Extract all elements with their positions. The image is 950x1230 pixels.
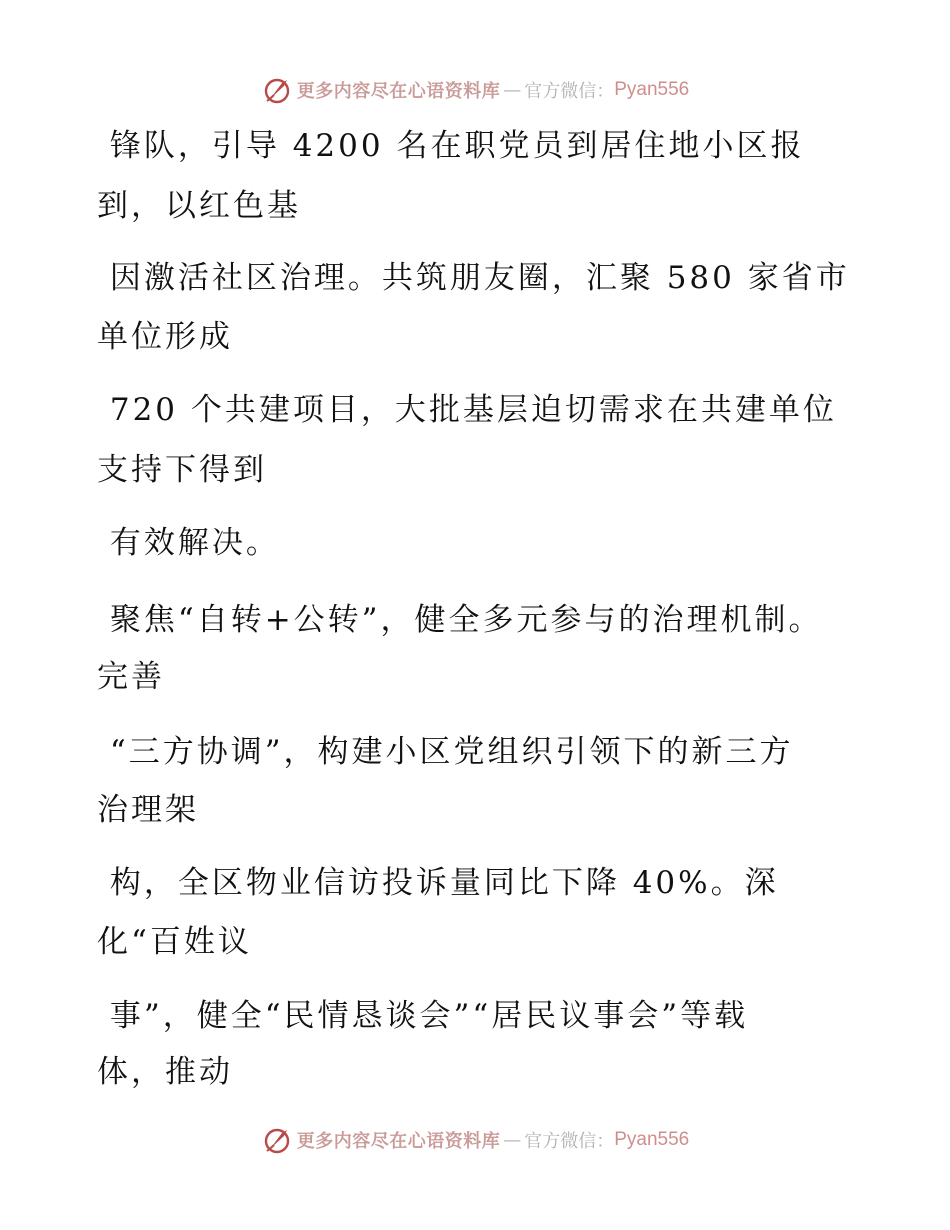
body-line: 因激活社区治理。共筑朋友圈，汇聚 580 家省市 bbox=[97, 260, 850, 296]
body-line: 聚焦“自转+公转”，健全多元参与的治理机制。 bbox=[97, 602, 823, 638]
body-line: 事”，健全“民情恳谈会”“居民议事会”等载 bbox=[97, 998, 749, 1034]
watermark-wechat-id: Pyan556 bbox=[614, 79, 690, 100]
watermark-separator: — bbox=[503, 1129, 522, 1151]
watermark-site-text: 更多内容尽在心语资料库 bbox=[296, 1131, 501, 1152]
watermark-wechat-label: 官方微信： bbox=[524, 1131, 615, 1152]
quill-logo-icon bbox=[261, 1124, 293, 1156]
body-line: 治理架 bbox=[97, 792, 199, 828]
body-line: 720 个共建项目，大批基层迫切需求在共建单位 bbox=[97, 392, 837, 428]
body-line: 构，全区物业信访投诉量同比下降 40%。深 bbox=[97, 865, 779, 901]
footer-watermark bbox=[0, 1120, 950, 1160]
body-line: “三方协调”，构建小区党组织引领下的新三方 bbox=[97, 734, 794, 770]
header-watermark bbox=[0, 70, 950, 110]
watermark-site-text: 更多内容尽在心语资料库 bbox=[296, 81, 501, 102]
watermark-wechat-label: 官方微信： bbox=[524, 81, 615, 102]
watermark-separator: — bbox=[503, 79, 522, 101]
body-line: 有效解决。 bbox=[97, 525, 280, 561]
body-line: 到，以红色基 bbox=[97, 188, 301, 224]
body-line: 锋队，引导 4200 名在职党员到居住地小区报 bbox=[97, 128, 805, 164]
body-line: 化“百姓议 bbox=[97, 924, 252, 960]
body-line: 完善 bbox=[97, 659, 165, 695]
body-line: 体，推动 bbox=[97, 1054, 233, 1090]
body-line: 单位形成 bbox=[97, 319, 233, 355]
body-line: 支持下得到 bbox=[97, 452, 267, 488]
watermark-wechat-id: Pyan556 bbox=[614, 1129, 690, 1150]
quill-logo-icon bbox=[261, 74, 293, 106]
